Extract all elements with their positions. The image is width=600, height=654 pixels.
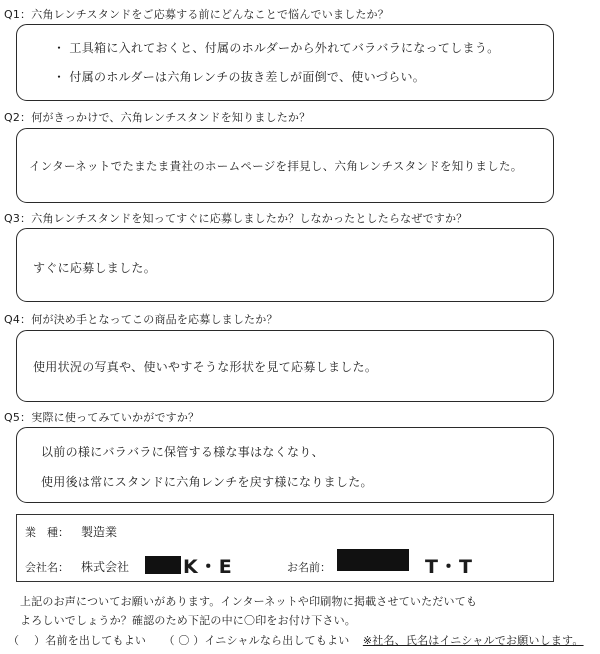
name-initials: T・T: [425, 556, 473, 578]
answer-1-line-2: ・ 付属のホルダーは六角レンチの抜き差しが面倒で、使いづらい。: [53, 70, 426, 84]
answer-2-line-1: インターネットでたまたま貴社のホームページを拝見し、六角レンチスタンドを知りました。: [29, 159, 523, 173]
answer-5-line-2: 使用後は常にスタンドに六角レンチを戻す様になりました。: [41, 475, 373, 489]
question-2-label: Q2：何がきっかけで、六角レンチスタンドを知りましたか？: [4, 111, 311, 124]
initials-note: ※社名、氏名はイニシャルでお願いします。: [362, 634, 584, 647]
question-5-label: Q5：実際に使ってみていかがですか？: [4, 411, 200, 424]
answer-5-box: [16, 427, 554, 503]
answer-1-line-1: ・ 工具箱に入れておくと、付属のホルダーから外れてバラバラになってしまう。: [53, 41, 500, 55]
name-redaction: [337, 549, 409, 571]
company-value: 株式会社: [81, 560, 130, 574]
question-3-label: Q3：六角レンチスタンドを知ってすぐに応募しましたか？しなかったとしたらなぜですか？: [4, 212, 468, 225]
option-full-name[interactable]: （ ）名前を出してもよい: [8, 634, 147, 647]
answer-1-box: [16, 24, 554, 101]
answer-3-line-1: すぐに応募しました。: [33, 261, 157, 275]
industry-value: 製造業: [81, 525, 118, 539]
footer-line-2: よろしいでしょうか？確認のため下記の中に〇印をお付け下さい。: [20, 614, 356, 627]
question-4-label: Q4：何が決め手となってこの商品を応募しましたか？: [4, 313, 278, 326]
industry-label: 業 種：: [25, 526, 69, 539]
answer-5-line-1: 以前の様にバラバラに保管する様な事はなくなり、: [41, 445, 324, 459]
company-label: 会社名：: [25, 561, 69, 574]
footer-line-1: 上記のお声についてお願いがあります。インターネットや印刷物に掲載させていただいても: [20, 595, 478, 608]
answer-4-line-1: 使用状況の写真や、使いやすそうな形状を見て応募しました。: [33, 360, 378, 374]
publication-consent-options: [8, 632, 584, 648]
name-label: お名前：: [287, 561, 331, 574]
answer-3-box: [16, 228, 554, 302]
company-redaction: [145, 556, 181, 574]
question-1-label: Q1：六角レンチスタンドをご応募する前にどんなことで悩んでいましたか？: [4, 8, 389, 21]
answer-2-box: [16, 128, 554, 203]
option-initials-circled[interactable]: （ 〇 ）イニシャルなら出してもよい: [163, 634, 350, 647]
company-initials: K・E: [183, 556, 233, 578]
answer-4-box: [16, 330, 554, 402]
respondent-info-box: [16, 514, 554, 582]
